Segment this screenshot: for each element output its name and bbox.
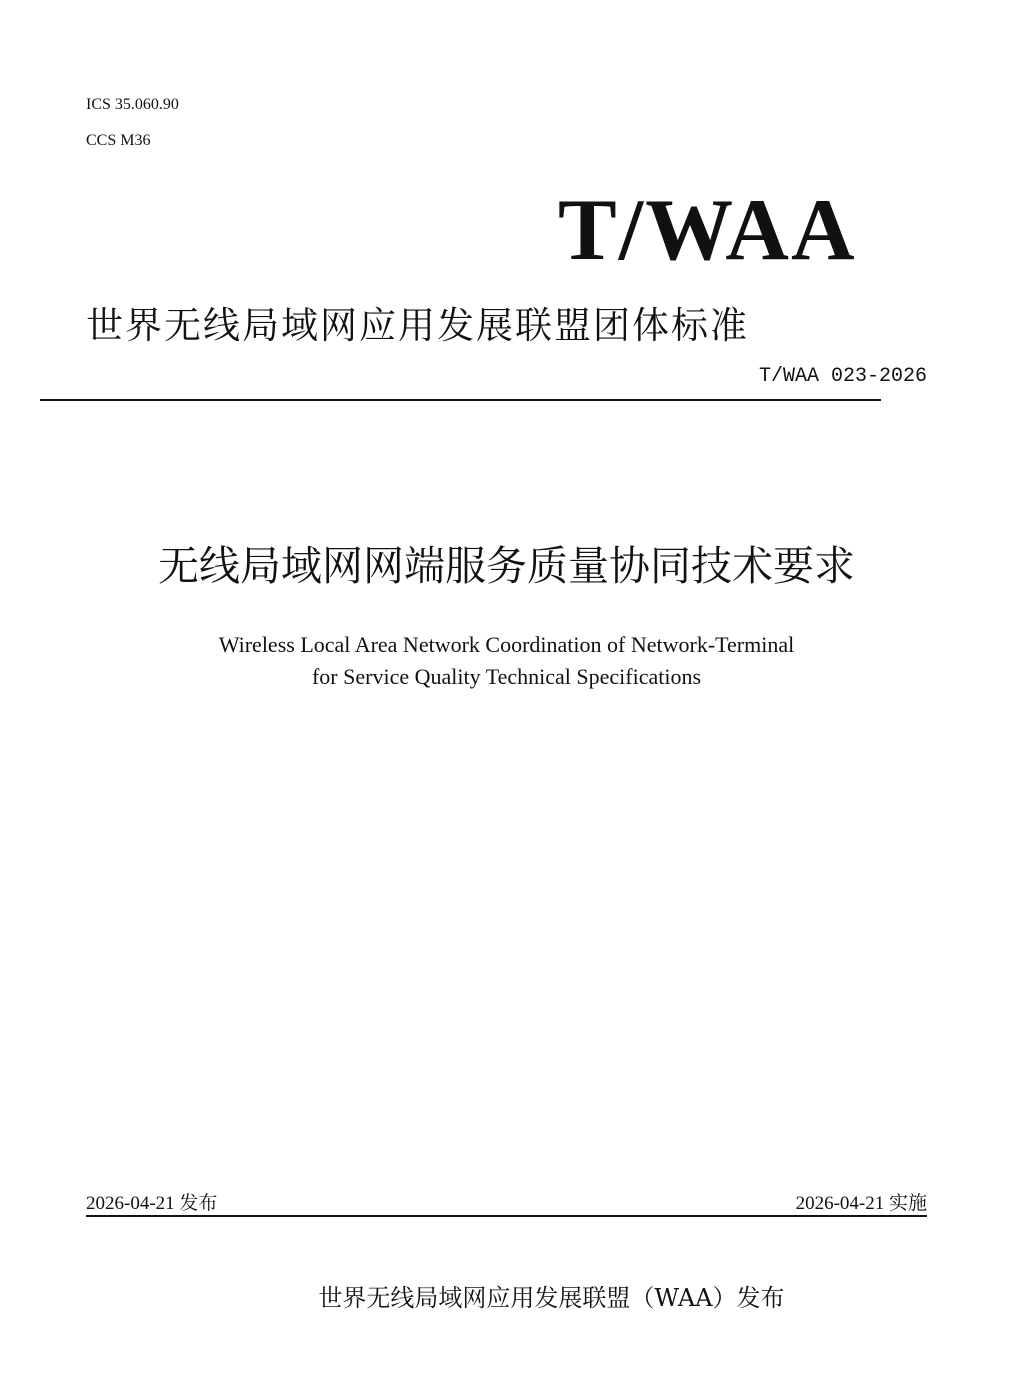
standard-number: T/WAA 023-2026 [758,365,927,388]
publish-date: 2026-04-21 发布 [86,1193,218,1214]
document-title-english-line1: Wireless Local Area Network Coordination of Network-Terminal [218,632,795,657]
implementation-date: 2026-04-21 实施 [795,1193,927,1214]
publisher-statement: 世界无线局域网应用发展联盟（WAA）发布 [318,1284,785,1312]
document-title-chinese: 无线局域网网端服务质量协同技术要求 [158,542,855,590]
document-title-english-line2: for Service Quality Technical Specifications [311,664,702,689]
standard-logo: T/WAA [558,182,857,279]
footer-divider [86,1215,927,1217]
header-divider [40,399,881,401]
ics-code: ICS 35.060.90 [86,96,179,113]
ccs-code: CCS M36 [86,132,151,149]
organization-standard-type: 世界无线局域网应用发展联盟团体标准 [86,304,749,347]
